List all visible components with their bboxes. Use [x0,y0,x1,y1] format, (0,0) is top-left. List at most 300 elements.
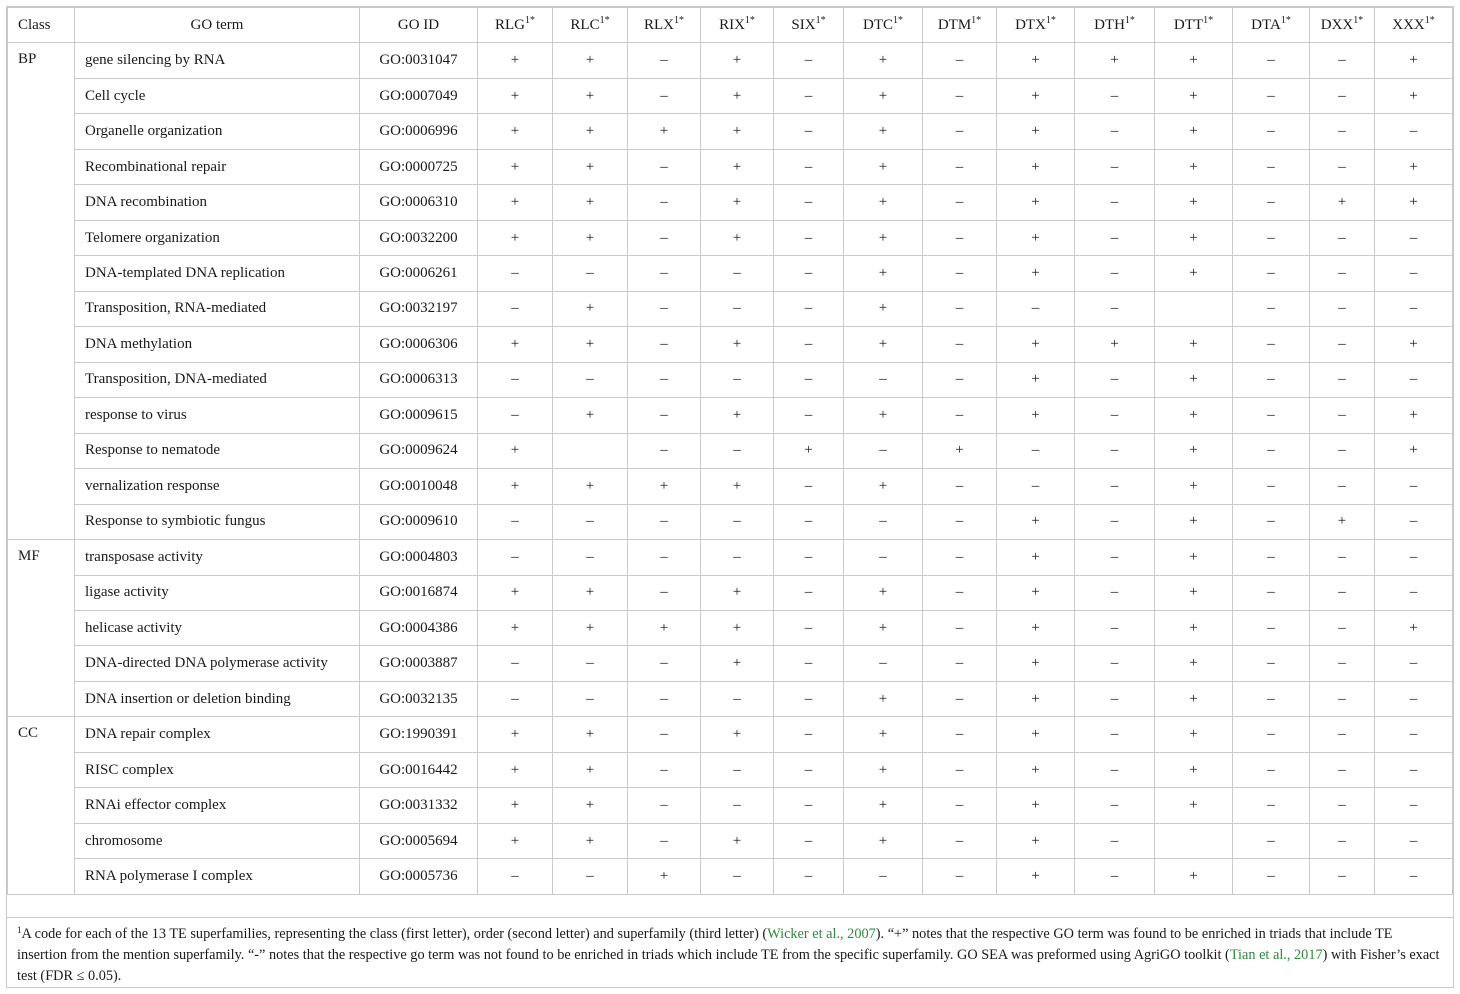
enrichment-mark-rix: + [701,646,774,681]
citation-link-wicker[interactable]: Wicker et al., 2007 [767,926,876,942]
table-row [8,362,1453,397]
enrichment-mark-dtx: + [997,43,1075,78]
enrichment-mark-dth: – [1075,149,1155,184]
header-go-term: GO term [75,8,360,43]
enrichment-mark-six: – [774,469,844,504]
header-superfamily-rlc [553,8,628,43]
enrichment-mark-dta: – [1233,327,1310,362]
footnote-marker: 1 [17,925,22,935]
enrichment-mark-dtm: – [923,788,997,823]
enrichment-mark-rix: – [701,859,774,894]
enrichment-mark-six: – [774,681,844,716]
enrichment-mark-rlc: – [553,540,628,575]
enrichment-mark-six: – [774,575,844,610]
enrichment-mark-dtx: + [997,752,1075,787]
enrichment-mark-rlg: + [478,433,553,468]
enrichment-mark-dtx: + [997,149,1075,184]
enrichment-mark-dtt: + [1155,469,1233,504]
enrichment-mark-rlx: + [628,469,701,504]
enrichment-mark-rlg: + [478,788,553,823]
enrichment-mark-rix: – [701,256,774,291]
superfamily-footnote-marker: 1* [815,14,826,26]
enrichment-mark-six: – [774,540,844,575]
enrichment-mark-dtx: – [997,469,1075,504]
enrichment-mark-dtc: + [844,752,923,787]
enrichment-mark-xxx: – [1375,220,1453,255]
enrichment-mark-dtc: + [844,149,923,184]
superfamily-footnote-marker: 1* [1280,14,1291,26]
enrichment-mark-rlx: – [628,752,701,787]
enrichment-mark-dxx: + [1310,185,1375,220]
enrichment-mark-dxx: – [1310,327,1375,362]
enrichment-mark-dtc: + [844,220,923,255]
enrichment-mark-dtm: – [923,717,997,752]
enrichment-mark-dxx: – [1310,291,1375,326]
superfamily-code: DTM [937,16,972,33]
enrichment-mark-rlc: + [553,327,628,362]
citation-link-tian[interactable]: Tian et al., 2017 [1229,947,1323,963]
enrichment-mark-rlc: + [553,78,628,113]
enrichment-mark-six: – [774,646,844,681]
enrichment-mark-dtx: + [997,362,1075,397]
enrichment-mark-dth: – [1075,752,1155,787]
enrichment-mark-dta: – [1233,149,1310,184]
enrichment-mark-dtm: – [923,256,997,291]
footnote-text-1: A code for each of the 13 TE superfamilies, representing the class (first letter), order (second letter) and superfamily (third letter) ( [21,926,768,942]
enrichment-mark-dtx: + [997,610,1075,645]
table-row [8,681,1453,716]
enrichment-mark-rlg: – [478,681,553,716]
enrichment-mark-xxx: – [1375,859,1453,894]
enrichment-mark-dtm: – [923,823,997,858]
go-id-cell: GO:0000725 [360,149,478,184]
enrichment-mark-dta: – [1233,433,1310,468]
go-term-cell: RNA polymerase I complex [75,859,360,894]
enrichment-mark-xxx: + [1375,78,1453,113]
enrichment-mark-dth: – [1075,469,1155,504]
table-row [8,78,1453,113]
enrichment-mark-xxx: – [1375,291,1453,326]
enrichment-mark-xxx: – [1375,823,1453,858]
enrichment-mark-rlc [553,433,628,468]
enrichment-mark-rlx: – [628,433,701,468]
enrichment-mark-dth: – [1075,575,1155,610]
table-row [8,540,1453,575]
enrichment-mark-rix: – [701,681,774,716]
enrichment-mark-dtc: + [844,256,923,291]
table-body [8,43,1453,894]
go-id-cell: GO:0009615 [360,398,478,433]
enrichment-mark-xxx: – [1375,575,1453,610]
go-term-cell: vernalization response [75,469,360,504]
class-cell-mf: MF [8,540,75,717]
enrichment-mark-rix: – [701,788,774,823]
header-superfamily-xxx [1375,8,1453,43]
enrichment-mark-xxx: + [1375,185,1453,220]
enrichment-mark-dtm: – [923,859,997,894]
enrichment-mark-dxx: – [1310,469,1375,504]
superfamily-code: DTX [1015,16,1046,33]
enrichment-mark-dtc: – [844,859,923,894]
enrichment-mark-dtm: – [923,540,997,575]
enrichment-mark-dta: – [1233,256,1310,291]
table-row [8,327,1453,362]
table-row [8,752,1453,787]
enrichment-mark-dtt [1155,291,1233,326]
enrichment-mark-dtm: – [923,398,997,433]
enrichment-mark-rlg: + [478,78,553,113]
enrichment-mark-dxx: – [1310,610,1375,645]
superfamily-footnote-marker: 1* [744,14,755,26]
enrichment-mark-dtm: – [923,610,997,645]
enrichment-mark-dtm: – [923,327,997,362]
table-row [8,185,1453,220]
enrichment-mark-rlx: – [628,78,701,113]
enrichment-mark-dth: – [1075,256,1155,291]
enrichment-mark-dtm: – [923,681,997,716]
enrichment-mark-dxx: – [1310,681,1375,716]
enrichment-mark-rlg: + [478,717,553,752]
enrichment-mark-dtt: + [1155,220,1233,255]
enrichment-mark-xxx: – [1375,362,1453,397]
enrichment-mark-xxx: – [1375,469,1453,504]
header-class: Class [8,8,75,43]
superfamily-footnote-marker: 1* [1203,14,1214,26]
enrichment-mark-rlx: – [628,327,701,362]
enrichment-mark-dtx: + [997,575,1075,610]
go-id-cell: GO:0032197 [360,291,478,326]
superfamily-code: XXX [1392,16,1425,33]
go-term-cell: Response to nematode [75,433,360,468]
enrichment-mark-dta: – [1233,717,1310,752]
enrichment-mark-dxx: – [1310,78,1375,113]
enrichment-mark-rlg: – [478,291,553,326]
superfamily-footnote-marker: 1* [893,14,903,26]
enrichment-mark-dtc: + [844,185,923,220]
enrichment-mark-rix: + [701,469,774,504]
enrichment-mark-rlc: + [553,788,628,823]
enrichment-mark-rlg: + [478,327,553,362]
enrichment-mark-dtc: + [844,78,923,113]
table-row [8,469,1453,504]
enrichment-mark-rix: – [701,504,774,539]
enrichment-mark-rlg: + [478,575,553,610]
enrichment-mark-rix: + [701,220,774,255]
table-row [8,717,1453,752]
superfamily-code: RLG [495,16,525,33]
go-id-cell: GO:0009610 [360,504,478,539]
enrichment-mark-dtc: + [844,327,923,362]
enrichment-mark-rlg: + [478,114,553,149]
enrichment-mark-dtt: + [1155,859,1233,894]
go-term-cell: DNA repair complex [75,717,360,752]
go-id-cell: GO:0009624 [360,433,478,468]
enrichment-mark-six: + [774,433,844,468]
enrichment-mark-dta: – [1233,788,1310,823]
go-term-cell: transposase activity [75,540,360,575]
enrichment-mark-rlc: + [553,149,628,184]
enrichment-mark-rlx: – [628,220,701,255]
enrichment-mark-dta: – [1233,291,1310,326]
enrichment-mark-dxx: – [1310,859,1375,894]
table-row [8,788,1453,823]
enrichment-mark-rlx: – [628,823,701,858]
table-footnote [7,917,1453,988]
enrichment-mark-dtc: + [844,469,923,504]
enrichment-mark-dxx: – [1310,149,1375,184]
enrichment-mark-rlg: – [478,504,553,539]
enrichment-mark-rlc: – [553,362,628,397]
enrichment-mark-dtx: – [997,433,1075,468]
enrichment-mark-dta: – [1233,646,1310,681]
enrichment-mark-dtt: + [1155,149,1233,184]
table-row [8,646,1453,681]
enrichment-mark-dxx: – [1310,220,1375,255]
go-term-cell: RISC complex [75,752,360,787]
enrichment-mark-rix: + [701,398,774,433]
enrichment-mark-dtt: + [1155,752,1233,787]
go-term-cell: Response to symbiotic fungus [75,504,360,539]
enrichment-mark-dtc: – [844,362,923,397]
enrichment-mark-xxx: – [1375,114,1453,149]
go-term-cell: chromosome [75,823,360,858]
table-row [8,220,1453,255]
enrichment-mark-rlc: + [553,43,628,78]
enrichment-mark-rlc: + [553,717,628,752]
go-id-cell: GO:0004386 [360,610,478,645]
superfamily-footnote-marker: 1* [674,14,684,26]
enrichment-mark-dta: – [1233,540,1310,575]
enrichment-mark-six: – [774,398,844,433]
go-id-cell: GO:0032135 [360,681,478,716]
enrichment-mark-dtt [1155,823,1233,858]
enrichment-mark-dtt: + [1155,114,1233,149]
enrichment-mark-rlx: – [628,575,701,610]
enrichment-mark-rlc: + [553,575,628,610]
enrichment-mark-dxx: – [1310,717,1375,752]
enrichment-mark-rix: + [701,823,774,858]
enrichment-mark-dth: – [1075,859,1155,894]
enrichment-mark-rlg: + [478,469,553,504]
go-term-cell: Transposition, DNA-mediated [75,362,360,397]
enrichment-mark-dth: – [1075,540,1155,575]
enrichment-mark-dtt: + [1155,398,1233,433]
enrichment-mark-dtm: – [923,185,997,220]
enrichment-mark-rlc: + [553,610,628,645]
enrichment-mark-dxx: + [1310,504,1375,539]
go-id-cell: GO:0006261 [360,256,478,291]
enrichment-mark-dtx: + [997,823,1075,858]
enrichment-mark-dxx: – [1310,256,1375,291]
enrichment-mark-dtt: + [1155,256,1233,291]
enrichment-mark-dta: – [1233,610,1310,645]
enrichment-mark-rlx: + [628,610,701,645]
enrichment-mark-dxx: – [1310,575,1375,610]
enrichment-mark-dth: – [1075,681,1155,716]
header-superfamily-dtx [997,8,1075,43]
enrichment-mark-dth: – [1075,78,1155,113]
enrichment-mark-dth: – [1075,504,1155,539]
enrichment-mark-rlc: + [553,752,628,787]
header-go-id: GO ID [360,8,478,43]
header-superfamily-rix [701,8,774,43]
go-id-cell: GO:0004803 [360,540,478,575]
enrichment-mark-dtx: + [997,185,1075,220]
enrichment-mark-rix: + [701,717,774,752]
enrichment-mark-dth: – [1075,717,1155,752]
enrichment-mark-six: – [774,362,844,397]
enrichment-mark-rlc: – [553,681,628,716]
go-id-cell: GO:0006306 [360,327,478,362]
enrichment-mark-dtm: + [923,433,997,468]
enrichment-mark-dtx: + [997,859,1075,894]
enrichment-mark-dtt: + [1155,504,1233,539]
enrichment-mark-dxx: – [1310,788,1375,823]
enrichment-mark-dtm: – [923,752,997,787]
enrichment-mark-dtx: – [997,291,1075,326]
enrichment-mark-rlx: – [628,149,701,184]
enrichment-mark-dxx: – [1310,752,1375,787]
enrichment-mark-dtt: + [1155,362,1233,397]
enrichment-mark-dtc: – [844,540,923,575]
table-row [8,398,1453,433]
enrichment-mark-dtc: – [844,646,923,681]
enrichment-mark-six: – [774,291,844,326]
header-superfamily-dth [1075,8,1155,43]
enrichment-mark-rlx: – [628,646,701,681]
enrichment-mark-dtm: – [923,504,997,539]
enrichment-mark-rlx: – [628,362,701,397]
enrichment-mark-six: – [774,788,844,823]
enrichment-mark-dtx: + [997,717,1075,752]
enrichment-mark-six: – [774,185,844,220]
enrichment-mark-dth: – [1075,433,1155,468]
go-enrichment-table-container [6,6,1454,988]
enrichment-mark-rlc: + [553,220,628,255]
enrichment-mark-dtc: + [844,575,923,610]
enrichment-mark-dtt: + [1155,433,1233,468]
enrichment-mark-rlx: – [628,540,701,575]
enrichment-mark-dta: – [1233,859,1310,894]
enrichment-mark-dtc: + [844,398,923,433]
enrichment-mark-dxx: – [1310,43,1375,78]
enrichment-mark-rlx: + [628,859,701,894]
go-term-cell: response to virus [75,398,360,433]
superfamily-code: DTA [1251,16,1281,33]
table-row [8,504,1453,539]
enrichment-mark-dth: – [1075,362,1155,397]
enrichment-mark-dta: – [1233,185,1310,220]
go-term-cell: Recombinational repair [75,149,360,184]
go-term-cell: DNA methylation [75,327,360,362]
header-superfamily-rlx [628,8,701,43]
enrichment-mark-rlg: + [478,610,553,645]
enrichment-mark-rlx: – [628,504,701,539]
go-term-cell: Telomere organization [75,220,360,255]
enrichment-mark-dta: – [1233,220,1310,255]
enrichment-mark-dxx: – [1310,540,1375,575]
enrichment-mark-rix: + [701,43,774,78]
enrichment-mark-dxx: – [1310,823,1375,858]
enrichment-mark-dth: – [1075,291,1155,326]
enrichment-mark-rlg: – [478,256,553,291]
enrichment-mark-dtx: + [997,256,1075,291]
superfamily-code: DTC [863,16,893,33]
header-superfamily-rlg [478,8,553,43]
go-id-cell: GO:0003887 [360,646,478,681]
enrichment-mark-rlg: + [478,220,553,255]
header-superfamily-dxx [1310,8,1375,43]
enrichment-mark-rlg: – [478,859,553,894]
enrichment-mark-dth: – [1075,646,1155,681]
go-id-cell: GO:0005694 [360,823,478,858]
enrichment-mark-rlx: – [628,717,701,752]
enrichment-mark-xxx: – [1375,646,1453,681]
enrichment-mark-rix: – [701,752,774,787]
superfamily-footnote-marker: 1* [971,14,982,26]
class-cell-cc: CC [8,717,75,894]
go-enrichment-table [7,7,1453,895]
go-term-cell: RNAi effector complex [75,788,360,823]
go-id-cell: GO:0016874 [360,575,478,610]
enrichment-mark-rlg: + [478,43,553,78]
enrichment-mark-dth: – [1075,823,1155,858]
enrichment-mark-dta: – [1233,752,1310,787]
table-row [8,114,1453,149]
superfamily-footnote-marker: 1* [525,14,535,26]
enrichment-mark-dta: – [1233,43,1310,78]
go-term-cell: DNA insertion or deletion binding [75,681,360,716]
enrichment-mark-rix: + [701,327,774,362]
header-superfamily-dtt [1155,8,1233,43]
enrichment-mark-dtc: + [844,291,923,326]
enrichment-mark-rlx: – [628,256,701,291]
superfamily-code: DTH [1094,16,1125,33]
enrichment-mark-rlg: + [478,823,553,858]
enrichment-mark-xxx: + [1375,433,1453,468]
superfamily-code: SIX [791,16,816,33]
enrichment-mark-dta: – [1233,681,1310,716]
enrichment-mark-rix: + [701,575,774,610]
enrichment-mark-xxx: + [1375,43,1453,78]
superfamily-code: RIX [719,16,745,33]
header-row [8,8,1453,43]
enrichment-mark-dtt: + [1155,540,1233,575]
enrichment-mark-dtx: + [997,504,1075,539]
enrichment-mark-six: – [774,220,844,255]
enrichment-mark-rlg: – [478,540,553,575]
table-row [8,291,1453,326]
class-cell-bp: BP [8,43,75,540]
enrichment-mark-dta: – [1233,504,1310,539]
enrichment-mark-rlc: – [553,504,628,539]
enrichment-mark-rix: + [701,114,774,149]
enrichment-mark-rlc: + [553,469,628,504]
go-term-cell: Organelle organization [75,114,360,149]
enrichment-mark-dtm: – [923,575,997,610]
enrichment-mark-rix: + [701,610,774,645]
enrichment-mark-dth: – [1075,788,1155,823]
enrichment-mark-dxx: – [1310,114,1375,149]
enrichment-mark-dtc: + [844,788,923,823]
superfamily-footnote-marker: 1* [1353,14,1364,26]
superfamily-code: DXX [1320,16,1354,33]
enrichment-mark-dtt: + [1155,681,1233,716]
enrichment-mark-rlx: – [628,291,701,326]
table-row [8,433,1453,468]
superfamily-footnote-marker: 1* [599,14,610,26]
enrichment-mark-six: – [774,114,844,149]
